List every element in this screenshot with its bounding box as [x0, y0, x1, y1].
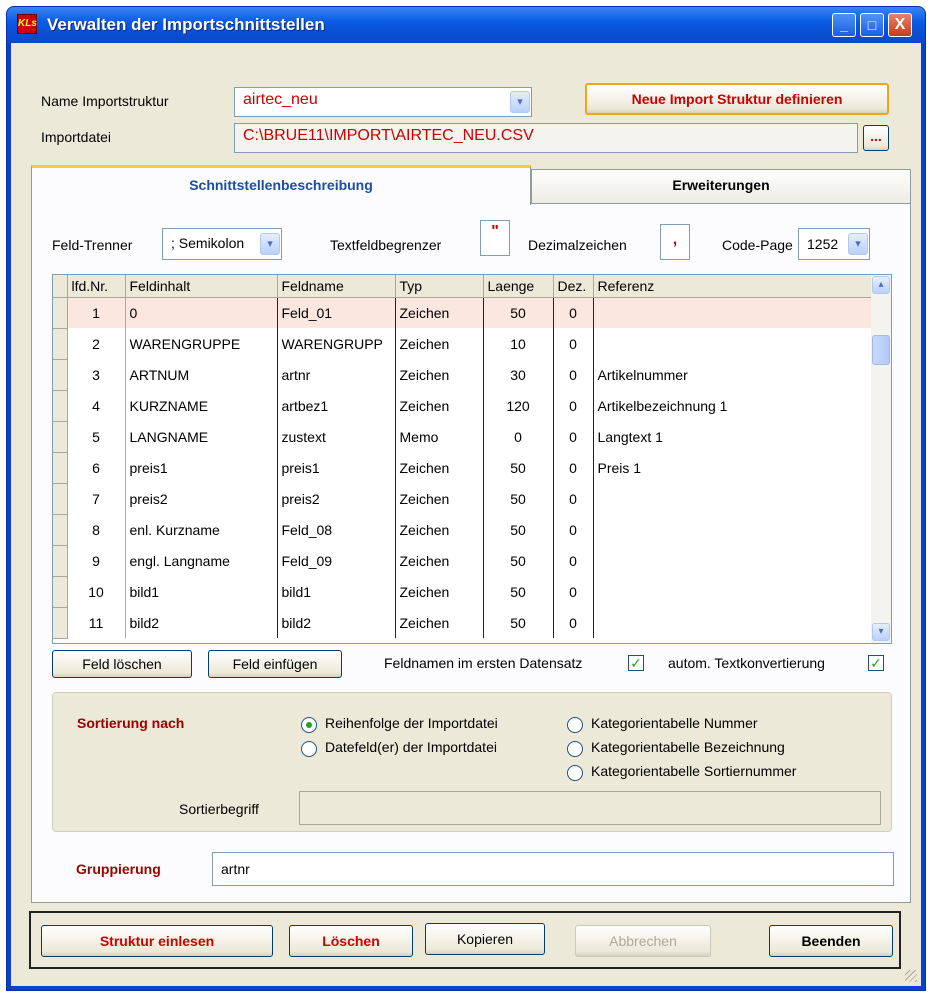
table-cell-nr[interactable]: 5 [67, 421, 125, 452]
table-cell-ref[interactable] [593, 514, 873, 545]
copy-button[interactable]: Kopieren [425, 923, 545, 955]
sort-option-reihenfolge-label[interactable]: Reihenfolge der Importdatei [325, 715, 498, 731]
table-row[interactable] [53, 483, 873, 514]
table-cell-typ[interactable]: Zeichen [395, 514, 483, 545]
decimal-field[interactable]: , [660, 224, 690, 260]
row-selector[interactable] [53, 452, 67, 483]
table-row[interactable] [53, 359, 873, 390]
table-cell-typ[interactable]: Zeichen [395, 483, 483, 514]
decimal-label: Dezimalzeichen [528, 237, 627, 253]
col-header-feldname[interactable]: Feldname [277, 275, 395, 297]
title-bar[interactable] [7, 7, 925, 43]
table-cell-nr[interactable]: 10 [67, 576, 125, 607]
table-cell-inhalt[interactable]: 0 [125, 297, 277, 328]
row-selector[interactable] [53, 483, 67, 514]
table-cell-laenge[interactable]: 0 [483, 421, 553, 452]
row-selector[interactable] [53, 607, 67, 638]
field-sep-label: Feld-Trenner [52, 237, 133, 253]
tab-schnittstellenbeschreibung[interactable]: Schnittstellenbeschreibung [31, 165, 531, 205]
table-cell-ref[interactable]: Preis 1 [593, 452, 873, 483]
table-cell-laenge[interactable]: 50 [483, 514, 553, 545]
table-cell-dez[interactable]: 0 [553, 297, 593, 328]
chevron-up-icon[interactable]: ▴ [872, 276, 890, 294]
table-cell-ref[interactable]: Artikelbezeichnung 1 [593, 390, 873, 421]
col-header-feldinhalt[interactable]: Feldinhalt [125, 275, 277, 297]
table-row[interactable] [53, 390, 873, 421]
codepage-value: 1252 [807, 236, 839, 252]
table-cell-inhalt[interactable]: ARTNUM [125, 359, 277, 390]
tab-panel [31, 203, 911, 903]
table-cell-typ[interactable]: Zeichen [395, 545, 483, 576]
table-cell-dez[interactable]: 0 [553, 359, 593, 390]
table-cell-nr[interactable]: 7 [67, 483, 125, 514]
table-cell-nr[interactable]: 6 [67, 452, 125, 483]
browse-button[interactable]: ... [863, 125, 889, 151]
sort-option-datefeld-label[interactable]: Datefeld(er) der Importdatei [325, 739, 497, 755]
window-client [11, 43, 921, 986]
auto-convert-checkbox[interactable]: ✓ [868, 655, 884, 671]
table-cell-laenge[interactable]: 30 [483, 359, 553, 390]
main-window [6, 6, 926, 991]
table-cell-typ[interactable]: Zeichen [395, 297, 483, 328]
table-cell-name[interactable]: Feld_08 [277, 514, 395, 545]
table-cell-name[interactable]: bild2 [277, 607, 395, 638]
auto-convert-label: autom. Textkonvertierung [668, 655, 825, 671]
row-selector[interactable] [53, 328, 67, 359]
table-cell-inhalt[interactable]: LANGNAME [125, 421, 277, 452]
table-cell-name[interactable]: preis2 [277, 483, 395, 514]
table-cell-dez[interactable]: 0 [553, 576, 593, 607]
table-row[interactable] [53, 452, 873, 483]
chevron-down-icon[interactable]: ▾ [848, 233, 868, 255]
text-delim-field[interactable]: " [480, 220, 510, 256]
window-title: Verwalten der Importschnittstellen [47, 15, 325, 34]
app-icon: KLs [17, 14, 37, 34]
table-cell-inhalt[interactable]: bild2 [125, 607, 277, 638]
table-row[interactable] [53, 607, 873, 638]
chevron-down-icon[interactable]: ▾ [260, 233, 280, 255]
sort-option-reihenfolge-radio[interactable] [301, 717, 317, 733]
table-cell-dez[interactable]: 0 [553, 545, 593, 576]
table-cell-inhalt[interactable]: bild1 [125, 576, 277, 607]
cancel-button: Abbrechen [575, 925, 711, 957]
table-cell-ref[interactable] [593, 483, 873, 514]
tab-erweiterungen[interactable]: Erweiterungen [531, 169, 911, 203]
grouping-field[interactable]: artnr [212, 852, 894, 886]
fields-grid[interactable] [52, 274, 892, 644]
codepage-label: Code-Page [722, 237, 793, 253]
sort-option-kat-bezeichnung-radio[interactable] [567, 741, 583, 757]
table-cell-nr[interactable]: 3 [67, 359, 125, 390]
text-delim-label: Textfeldbegrenzer [330, 237, 442, 253]
table-cell-dez[interactable]: 0 [553, 607, 593, 638]
grid-header-row [53, 275, 873, 297]
name-combo-value: airtec_neu [243, 91, 318, 108]
col-header-nr[interactable]: lfd.Nr. [67, 275, 125, 297]
table-cell-inhalt[interactable]: KURZNAME [125, 390, 277, 421]
col-header-typ[interactable]: Typ [395, 275, 483, 297]
row-selector[interactable] [53, 297, 67, 328]
scrollbar-thumb[interactable] [872, 335, 890, 365]
table-cell-inhalt[interactable]: enl. Kurzname [125, 514, 277, 545]
table-cell-typ[interactable]: Memo [395, 421, 483, 452]
minimize-button[interactable]: _ [832, 13, 856, 37]
sort-option-kat-nummer-label[interactable]: Kategorientabelle Nummer [591, 715, 758, 731]
table-cell-name[interactable]: bild1 [277, 576, 395, 607]
row-selector[interactable] [53, 514, 67, 545]
name-combo[interactable] [234, 87, 532, 117]
sort-option-datefeld-radio[interactable] [301, 741, 317, 757]
table-cell-typ[interactable]: Zeichen [395, 359, 483, 390]
table-cell-name[interactable]: Feld_09 [277, 545, 395, 576]
table-row[interactable] [53, 545, 873, 576]
table-row[interactable] [53, 514, 873, 545]
table-cell-nr[interactable]: 1 [67, 297, 125, 328]
sort-option-kat-sortiernummer-radio[interactable] [567, 765, 583, 781]
col-header-dez[interactable]: Dez. [553, 275, 593, 297]
table-cell-typ[interactable]: Zeichen [395, 576, 483, 607]
table-cell-inhalt[interactable]: preis1 [125, 452, 277, 483]
sort-term-label: Sortierbegriff [179, 801, 259, 817]
load-structure-button[interactable]: Struktur einlesen [41, 925, 273, 957]
table-cell-dez[interactable]: 0 [553, 390, 593, 421]
table-cell-nr[interactable]: 9 [67, 545, 125, 576]
row-selector[interactable] [53, 359, 67, 390]
col-header-referenz[interactable]: Referenz [593, 275, 873, 297]
first-row-names-checkbox[interactable]: ✓ [628, 655, 644, 671]
col-header-laenge[interactable]: Laenge [483, 275, 553, 297]
resize-grip[interactable] [905, 970, 917, 982]
sort-term-field[interactable] [299, 791, 881, 825]
grid-vertical-scrollbar[interactable] [871, 275, 891, 643]
new-structure-button[interactable]: Neue Import Struktur definieren [585, 83, 889, 115]
table-cell-name[interactable]: artnr [277, 359, 395, 390]
table-cell-laenge[interactable]: 10 [483, 328, 553, 359]
table-cell-inhalt[interactable]: WARENGRUPPE [125, 328, 277, 359]
sorting-title: Sortierung nach [77, 715, 185, 731]
import-file-field[interactable] [234, 123, 858, 153]
sort-option-kat-sortiernummer-label[interactable]: Kategorientabelle Sortiernummer [591, 763, 797, 779]
table-cell-name[interactable]: zustext [277, 421, 395, 452]
table-cell-nr[interactable]: 11 [67, 607, 125, 638]
table-cell-laenge[interactable]: 50 [483, 607, 553, 638]
table-cell-ref[interactable] [593, 576, 873, 607]
table-cell-name[interactable]: WARENGRUPP [277, 328, 395, 359]
first-row-names-label: Feldnamen im ersten Datensatz [384, 655, 583, 671]
table-cell-dez[interactable]: 0 [553, 514, 593, 545]
row-selector[interactable] [53, 576, 67, 607]
table-cell-dez[interactable]: 0 [553, 421, 593, 452]
insert-field-button[interactable]: Feld einfügen [208, 650, 342, 678]
row-selector[interactable] [53, 421, 67, 452]
table-cell-typ[interactable]: Zeichen [395, 607, 483, 638]
table-cell-laenge[interactable]: 50 [483, 576, 553, 607]
table-cell-typ[interactable]: Zeichen [395, 390, 483, 421]
table-cell-ref[interactable] [593, 545, 873, 576]
fields-table [53, 275, 874, 639]
delete-structure-button[interactable]: Löschen [289, 925, 413, 957]
table-cell-dez[interactable]: 0 [553, 452, 593, 483]
table-cell-nr[interactable]: 4 [67, 390, 125, 421]
table-cell-typ[interactable]: Zeichen [395, 452, 483, 483]
table-cell-laenge[interactable]: 50 [483, 297, 553, 328]
table-row[interactable] [53, 328, 873, 359]
table-cell-laenge[interactable]: 50 [483, 452, 553, 483]
table-cell-dez[interactable]: 0 [553, 328, 593, 359]
table-cell-name[interactable]: artbez1 [277, 390, 395, 421]
name-label: Name Importstruktur [41, 93, 169, 109]
chevron-down-icon[interactable]: ▾ [872, 623, 890, 641]
row-selector[interactable] [53, 390, 67, 421]
table-cell-name[interactable]: Feld_01 [277, 297, 395, 328]
footer-bar [29, 911, 901, 969]
table-cell-dez[interactable]: 0 [553, 483, 593, 514]
tab-bar [31, 165, 911, 203]
close-button[interactable]: X [888, 13, 912, 37]
table-cell-laenge[interactable]: 120 [483, 390, 553, 421]
file-label: Importdatei [41, 129, 112, 145]
table-cell-ref[interactable] [593, 297, 873, 328]
row-selector[interactable] [53, 545, 67, 576]
table-cell-typ[interactable]: Zeichen [395, 328, 483, 359]
table-row[interactable] [53, 297, 873, 328]
delete-field-button[interactable]: Feld löschen [52, 650, 192, 678]
grouping-label: Gruppierung [76, 861, 161, 877]
table-cell-ref[interactable] [593, 328, 873, 359]
row-selector-header [53, 275, 67, 297]
table-cell-laenge[interactable]: 50 [483, 483, 553, 514]
sorting-group [52, 692, 892, 832]
table-cell-nr[interactable]: 8 [67, 514, 125, 545]
table-cell-ref[interactable]: Artikelnummer [593, 359, 873, 390]
field-sep-value: ; Semikolon [171, 235, 245, 251]
sort-option-kat-bezeichnung-label[interactable]: Kategorientabelle Bezeichnung [591, 739, 785, 755]
exit-button[interactable]: Beenden [769, 925, 893, 957]
table-row[interactable] [53, 576, 873, 607]
table-cell-nr[interactable]: 2 [67, 328, 125, 359]
import-file-value: C:\BRUE11\IMPORT\AIRTEC_NEU.CSV [243, 127, 534, 144]
maximize-button[interactable]: □ [860, 13, 884, 37]
table-cell-ref[interactable]: Langtext 1 [593, 421, 873, 452]
chevron-down-icon[interactable]: ▾ [510, 91, 530, 113]
table-cell-inhalt[interactable]: engl. Langname [125, 545, 277, 576]
table-cell-ref[interactable] [593, 607, 873, 638]
table-cell-name[interactable]: preis1 [277, 452, 395, 483]
table-row[interactable] [53, 421, 873, 452]
table-cell-laenge[interactable]: 50 [483, 545, 553, 576]
table-cell-inhalt[interactable]: preis2 [125, 483, 277, 514]
sort-option-kat-nummer-radio[interactable] [567, 717, 583, 733]
